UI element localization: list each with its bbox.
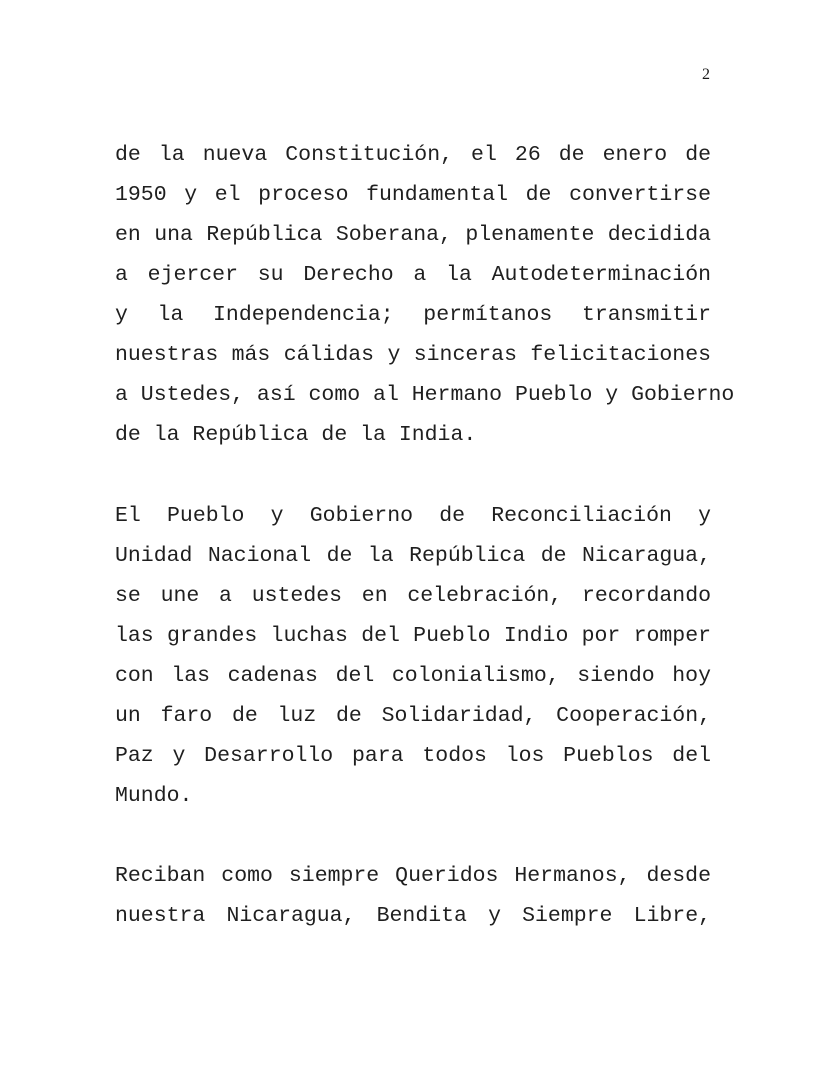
- page-number: 2: [702, 66, 710, 83]
- text-line: a ejercer su Derecho a la Autodeterminación: [115, 263, 711, 287]
- paragraph-greetings: [115, 856, 711, 936]
- text-line: en una República Soberana, plenamente decidida: [115, 223, 711, 247]
- text-line: un faro de luz de Solidaridad, Cooperación,: [115, 704, 711, 728]
- text-line: con las cadenas del colonialismo, siendo hoy: [115, 664, 711, 688]
- text-line: se une a ustedes en celebración, recordando: [115, 584, 711, 608]
- text-line: nuestras más cálidas y sinceras felicitaciones: [115, 343, 711, 367]
- text-line: 1950 y el proceso fundamental de convertirse: [115, 183, 711, 207]
- paragraph-constitution: [115, 135, 735, 455]
- text-line: Mundo.: [115, 784, 193, 808]
- text-line: Unidad Nacional de la República de Nicaragua,: [115, 544, 711, 568]
- text-line: nuestra Nicaragua, Bendita y Siempre Libre,: [115, 904, 711, 928]
- paragraph-nicaragua-celebration: [115, 496, 711, 816]
- text-line: y la Independencia; permítanos transmitir: [115, 303, 711, 327]
- text-line: El Pueblo y Gobierno de Reconciliación y: [115, 504, 711, 528]
- text-line: a Ustedes, así como al Hermano Pueblo y Gobierno: [115, 383, 735, 407]
- text-line: las grandes luchas del Pueblo Indio por romper: [115, 624, 711, 648]
- text-line: de la nueva Constitución, el 26 de enero de: [115, 143, 711, 167]
- text-line: Paz y Desarrollo para todos los Pueblos del: [115, 744, 711, 768]
- text-line: de la República de la India.: [115, 423, 477, 447]
- text-line: Reciban como siempre Queridos Hermanos, desde: [115, 864, 711, 888]
